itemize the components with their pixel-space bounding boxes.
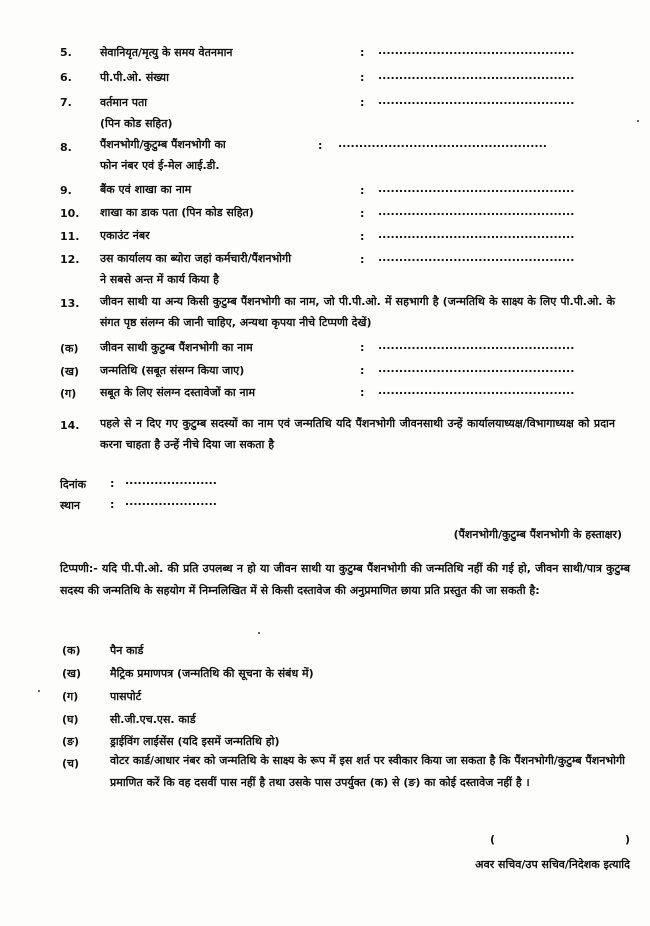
item-14-text: [100, 413, 615, 455]
item-number-14: 14.: [60, 419, 80, 432]
item-number-13: 13.: [60, 297, 80, 310]
item-number: 11.: [60, 230, 80, 243]
item-number: 5.: [60, 46, 72, 59]
colon: :: [360, 46, 365, 59]
colon: :: [360, 364, 365, 377]
doc-key: (ग): [62, 690, 79, 703]
colon: :: [360, 71, 365, 84]
doc-text: मैट्रिक प्रमाणपत्र (जन्मतिथि की सूचना के संबंध में): [110, 667, 314, 680]
fill-line[interactable]: ...............................................: [378, 384, 575, 397]
fill-line[interactable]: ...............................................: [378, 44, 575, 57]
date-label: दिनांक: [60, 478, 87, 491]
item-number: 6.: [60, 71, 72, 84]
item-label: वर्तमान पता: [100, 96, 148, 109]
item-number: 7.: [60, 96, 72, 109]
place-fill[interactable]: ......................: [125, 495, 217, 508]
signature-caption: (पैंशनभोगी/कुटुम्ब पैंशनभोगी के हस्ताक्षर): [453, 528, 622, 541]
colon: :: [110, 498, 115, 511]
colon: :: [360, 386, 365, 399]
note-text: यदि पी.पी.ओ. की प्रति उपलब्ध न हो या जीवन साथी या कुटुम्ब पैंशनभोगी की जन्मतिथि नहीं की गई हो, जीवन साथी/पात्र कुटुम्ब सदस्य की जन्मतिथि के सहयोग में निम्नलिखित में से किसी दस्तावेज की अनुप्रमाणित छाया प्रति प्रस्तुत की जा सकती है:: [60, 562, 630, 597]
sub-label: जन्मतिथि (सबूत संसग्न किया जाए): [100, 364, 245, 377]
doc-text: पैन कार्ड: [110, 644, 144, 657]
place-label: स्थान: [60, 499, 81, 512]
doc-key: (ख): [62, 667, 82, 680]
doc-text: सी.जी.एच.एस. कार्ड: [110, 713, 196, 726]
fill-line[interactable]: ..................................................: [338, 137, 547, 150]
sub-label: जीवन साथी कुटुम्ब पैंशनभोगी का नाम: [100, 341, 253, 354]
colon: :: [360, 184, 365, 197]
note-prefix: टिप्पणी:-: [60, 562, 98, 575]
sub-label: सबूत के लिए संलग्न दस्तावेजों का नाम: [100, 386, 256, 399]
bracket-close: ): [625, 833, 631, 846]
colon: :: [360, 341, 365, 354]
colon: :: [360, 230, 365, 243]
fill-line[interactable]: ...............................................: [378, 69, 575, 82]
fill-line[interactable]: ...............................................: [378, 94, 575, 107]
officer-designation: अवर सचिव/उप सचिव/निदेशक इत्यादि: [475, 858, 630, 871]
doc-key: (घ): [62, 713, 79, 726]
doc-key: (क): [62, 644, 81, 657]
item-sublabel: फोन नंबर एवं ई-मेल आई.डी.: [100, 159, 220, 172]
fill-line[interactable]: ...............................................: [378, 182, 575, 195]
fill-line[interactable]: ...............................................: [378, 251, 575, 264]
doc-key: (च): [62, 757, 80, 770]
fill-line[interactable]: ...............................................: [378, 339, 575, 352]
item-number: 10.: [60, 207, 80, 220]
item-label: बैंक एवं शाखा का नाम: [100, 183, 192, 196]
fill-line[interactable]: ...............................................: [378, 362, 575, 375]
item-number: 8.: [60, 141, 72, 154]
sub-key: (ख): [60, 365, 80, 378]
doc-text: पासपोर्ट: [110, 690, 142, 703]
doc-text: वोटर कार्ड/आधार नंबर को जन्मतिथि के साक्ष्य के रूप में इस शर्त पर स्वीकार किया जा सकता है कि पैंशनभोगी/कुटुम्ब पैंशनभोगी प्रमाणित करें कि वह दसवीं पास नहीं है तथा उसके पास उपर्युक्त (क) से (ङ) का कोई दस्तावेज नहीं है ।: [110, 754, 625, 789]
item-13-text: जीवन साथी या अन्य किसी कुटुम्ब पैंशनभोगी का नाम, जो पी.पी.ओ. में सहभागी है (जन्मतिथि के साक्ष्य के लिए पी.पी.ओ. के संगत पृष्ठ संलग्न की जानी चाहिए, अन्यथा कृपया नीचे टिप्पणी देखें): [100, 295, 615, 329]
item-label: उस कार्यालय का ब्योरा जहां कर्मचारी/पैंशनभोगी: [100, 252, 292, 265]
sub-key: (ग): [60, 387, 77, 400]
fill-line[interactable]: ...............................................: [378, 205, 575, 218]
item-14-body: पहले से न दिए गए कुटुम्ब सदस्यों का नाम एवं जन्मतिथि यदि पैंशनभोगी जीवनसाथी उन्हें कार्यालयाध्यक्ष/विभागाध्यक्ष को प्रदान करना चाहता है उन्हें नीचे दिया जा सकता है: [100, 417, 615, 451]
colon: :: [318, 139, 323, 152]
item-number: 12.: [60, 253, 80, 266]
scan-speck: [38, 690, 40, 692]
note-paragraph: [60, 558, 630, 602]
colon: :: [360, 253, 365, 266]
item-label: पी.पी.ओ. संख्या: [100, 71, 169, 84]
item-sublabel: ने सबसे अन्त में कार्य किया है: [100, 273, 219, 286]
date-fill[interactable]: ......................: [125, 474, 217, 487]
item-number: 9.: [60, 184, 72, 197]
fill-line[interactable]: ...............................................: [378, 228, 575, 241]
scan-speck: [258, 632, 260, 634]
scan-speck: [637, 120, 639, 122]
sub-key: (क): [60, 342, 79, 355]
doc-key: (ङ): [62, 735, 80, 748]
colon: :: [360, 207, 365, 220]
item-label: एकाउंट नंबर: [100, 229, 150, 242]
item-label: शाखा का डाक पता (पिन कोड सहित): [100, 206, 254, 219]
colon: :: [360, 96, 365, 109]
doc-text: ड्राईविंग लाईसेंस (यदि इसमें जन्मतिथि हो): [110, 735, 280, 748]
item-sublabel: (पिन कोड सहित): [100, 117, 173, 130]
bracket-open: (: [490, 833, 496, 846]
item-label: सेवानियृत/मृत्यु के समय वेतनमान: [100, 46, 233, 59]
item-label: पैंशनभोगी/कुटुम्ब पैंशनभोगी का: [100, 138, 226, 151]
colon: :: [110, 477, 115, 490]
